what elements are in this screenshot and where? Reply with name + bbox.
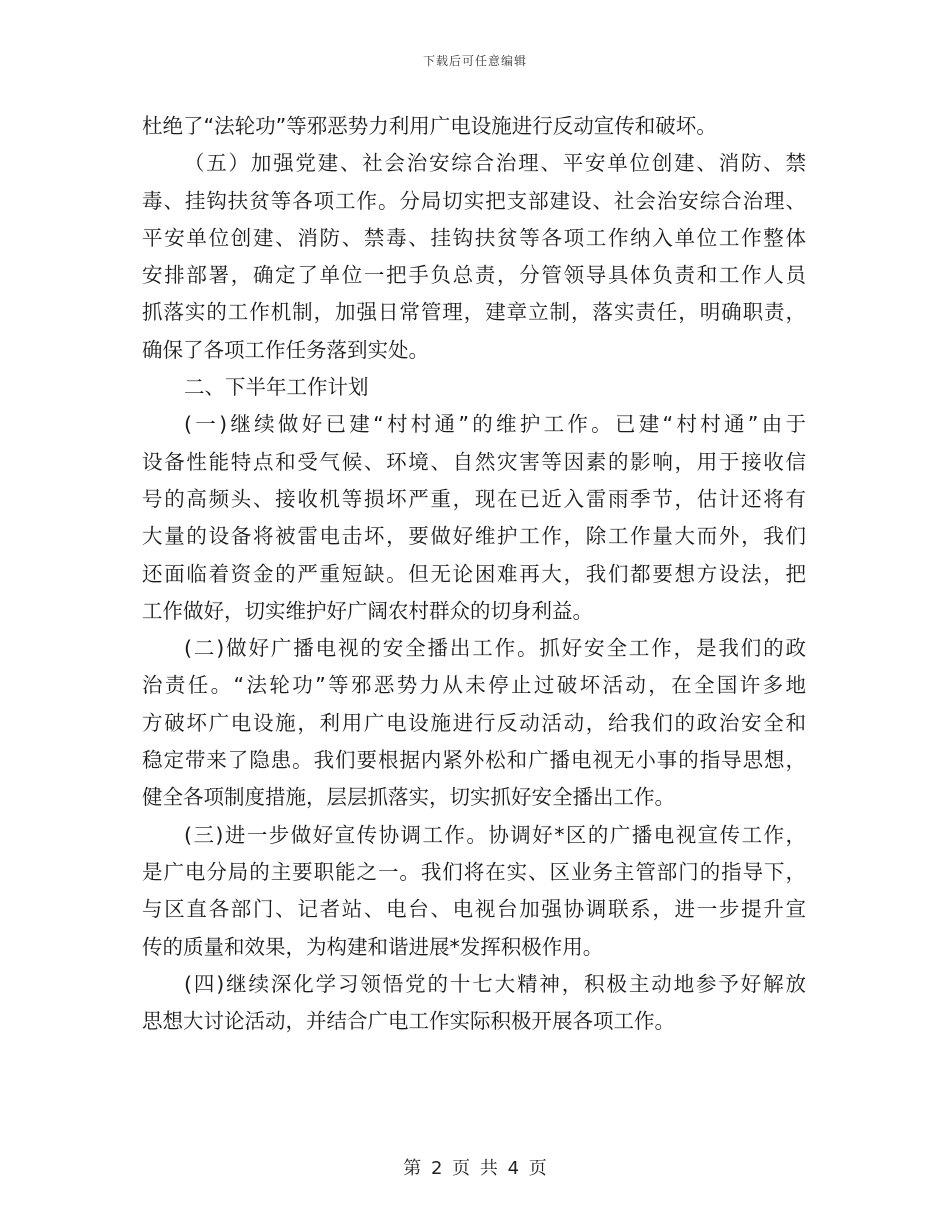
text-line: 方破坏广电设施，利用广电设施进行反动活动，给我们的政治安全和 (142, 710, 806, 735)
text-line: 安排部署，确定了单位一把手负总责，分管领导具体负责和工作人员 (142, 263, 806, 288)
text-line: (三)进一步做好宣传协调工作。协调好*区的广播电视宣传工作， (184, 822, 806, 847)
text-line: (二)做好广播电视的安全播出工作。抓好安全工作，是我们的政 (184, 636, 806, 661)
text-line: (一)继续做好已建“村村通”的维护工作。已建“村村通”由于 (184, 412, 806, 437)
text-line: 传的质量和效果，为构建和谐进展*发挥积极作用。 (142, 934, 604, 959)
text-line: 平安单位创建、消防、禁毒、挂钩扶贫等各项工作纳入单位工作整体 (142, 225, 806, 250)
text-line: 毒、挂钩扶贫等各项工作。分局切实把支部建设、社会治安综合治理、 (142, 188, 806, 213)
page-footer: 第 2 页 共 4 页 (403, 1158, 547, 1179)
text-line: (四)继续深化学习领悟党的十七大精神，积极主动地参予好解放 (184, 971, 806, 996)
text-line: 还面临着资金的严重短缺。但无论困难再大，我们都要想方设法，把 (142, 561, 806, 586)
text-line: 杜绝了“法轮功”等邪恶势力利用广电设施进行反动宣传和破坏。 (142, 114, 717, 138)
text-line: 治责任。“法轮功”等邪恶势力从未停止过破坏活动，在全国许多地 (142, 673, 806, 698)
text-line: 确保了各项工作任务落到实处。 (142, 337, 429, 362)
text-line: 健全各项制度措施，层层抓落实，切实抓好安全播出工作。 (142, 785, 675, 810)
text-line: 思想大讨论活动，并结合广电工作实际积极开展各项工作。 (142, 1009, 675, 1034)
document-body (142, 108, 806, 1040)
text-line: 是广电分局的主要职能之一。我们将在实、区业务主管部门的指导下， (142, 859, 806, 884)
text-line: 工作做好，切实维护好广阔农村群众的切身利益。 (142, 598, 593, 623)
page-header: 下载后可任意编辑 (422, 54, 527, 68)
section-heading: 二、下半年工作计划 (184, 375, 369, 400)
text-line: 大量的设备将被雷电击坏，要做好维护工作，除工作量大而外，我们 (142, 524, 806, 549)
text-line: （五）加强党建、社会治安综合治理、平安单位创建、消防、禁 (184, 151, 806, 176)
text-line: 与区直各部门、记者站、电台、电视台加强协调联系，进一步提升宣 (142, 897, 806, 922)
text-line: 号的高频头、接收机等损坏严重，现在已近入雷雨季节，估计还将有 (142, 486, 806, 511)
text-line: 抓落实的工作机制，加强日常管理，建章立制，落实责任，明确职责， (142, 300, 806, 325)
text-line: 稳定带来了隐患。我们要根据内紧外松和广播电视无小事的指导思想， (142, 748, 806, 773)
text-line: 设备性能特点和受气候、环境、自然灾害等因素的影响，用于接收信 (142, 449, 806, 474)
